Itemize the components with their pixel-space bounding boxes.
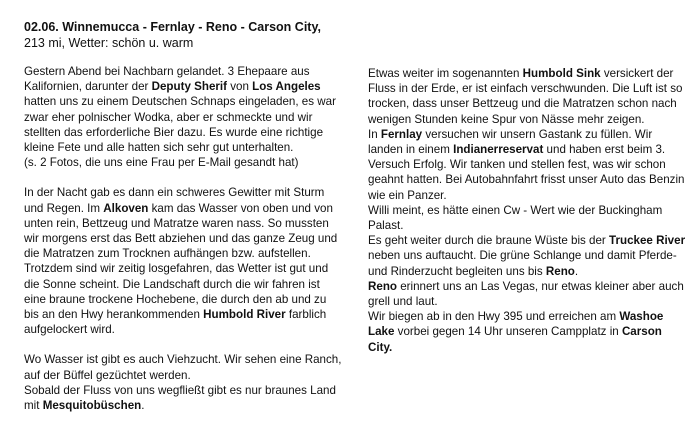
bold-place-name: Humbold Sink xyxy=(522,67,601,80)
paragraph xyxy=(368,203,686,233)
text-run: erinnert uns an Las Vegas, nur etwas kleiner aber auch grell und laut. xyxy=(368,279,684,309)
paragraph xyxy=(24,155,342,170)
text-run: hatten uns zu einem Deutschen Schnaps eingeladen, es war zwar eher polnischer Wodka, aber er schmeckte und wir stellten das erforderliche Bier dazu. Es wurde eine richtige kleine Fete und alle hatten sich sehr gut unterhalten. xyxy=(24,95,336,155)
bold-place-name: Fernlay xyxy=(380,127,423,141)
bold-place-name: Reno xyxy=(368,279,397,293)
bold-place-name: Deputy Sherif xyxy=(151,80,227,94)
text-run: und haben erst beim 3. Versuch Erfolg. Wir tanken und stellen fest, was wir schon geahnt hatten. Bei Autobahnfahrt frisst unser Auto das Benzin wie ein Panzer. xyxy=(368,143,685,202)
paragraph xyxy=(368,279,686,309)
text-run: Willi meint, es hätte einen Cw - Wert wie der Buckingham Palast. xyxy=(368,203,663,233)
bold-place-name: Carson City. xyxy=(368,325,662,354)
text-run: (s. 2 Fotos, die uns eine Frau per E-Mail gesandt hat) xyxy=(24,156,299,170)
bold-place-name: Indianerreservat xyxy=(453,143,544,157)
bold-place-name: Alkoven xyxy=(103,201,149,215)
bold-place-name: Humbold River xyxy=(203,308,286,322)
paragraph xyxy=(368,309,686,355)
text-run: vorbei gegen 14 Uhr unseren Campplatz in xyxy=(394,325,622,339)
paragraph-gap xyxy=(24,170,342,185)
paragraph xyxy=(24,383,342,413)
text-run: Gestern Abend bei Nachbarn gelandet. 3 Ehepaare aus Kalifornien, darunter der xyxy=(24,65,310,94)
bold-place-name: Truckee River xyxy=(609,234,686,248)
paragraph-gap xyxy=(24,337,342,352)
text-run: kam das Wasser von oben und von unten rein, Bettzeug und Matratze waren nass. So mussten wir morgens erst das Bett abziehen und das ganze Zeug und die Matratzen zum Trocknen aufhängen bzw. aufstellen. xyxy=(24,201,338,261)
paragraph xyxy=(24,64,342,155)
text-run: In der Nacht gab es dann ein schweres Gewitter mit Sturm und Regen. Im xyxy=(24,186,325,215)
text-run: In xyxy=(368,127,381,141)
entry-subtitle: 213 mi, Wetter: schön u. warm xyxy=(24,36,194,50)
text-run: Trotzdem sind wir zeitig losgefahren, das Wetter ist gut und die Sonne scheint. Die Landschaft durch die wir fahren ist eine braune trockene Hochebene, die durch den ab und zu bis an den Hwy herankommenden xyxy=(24,262,329,322)
text-run: Wo Wasser ist gibt es auch Viehzucht. Wir sehen eine Ranch, auf der Büffel gezüchtet werden. xyxy=(24,353,342,382)
paragraph xyxy=(368,127,686,203)
entry-title: 02.06. Winnemucca - Fernlay - Reno - Carson City, xyxy=(24,20,321,34)
left-column xyxy=(24,64,342,413)
text-run: Etwas weiter im sogenannten xyxy=(368,67,523,80)
entry-header xyxy=(24,19,321,51)
paragraph xyxy=(24,185,342,261)
text-run: Es geht weiter durch die braune Wüste bis der xyxy=(368,234,610,248)
bold-place-name: Mesquitobüschen xyxy=(42,399,142,413)
bold-place-name: Los Angeles xyxy=(252,80,321,94)
text-run: . xyxy=(141,399,145,413)
right-column xyxy=(368,66,686,355)
text-run: versickert der Fluss in der Erde, er ist einfach verschwunden. Die Luft ist so trocken, dass unser Bettzeug und die Matratzen schon nach wenigen Stunden keine Spur von Nässe mehr zeigen. xyxy=(368,67,683,126)
paragraph xyxy=(368,66,686,127)
text-run: Sobald der Fluss von uns wegfließt gibt es nur braunes Land mit xyxy=(24,383,336,413)
text-run: farblich aufgelockert wird. xyxy=(24,308,327,337)
text-run: . xyxy=(574,264,579,278)
bold-place-name: Reno xyxy=(545,264,575,278)
paragraph xyxy=(24,352,342,382)
bold-place-name: Washoe Lake xyxy=(368,310,664,339)
text-run: Wir biegen ab in den Hwy 395 und erreichen am xyxy=(368,310,620,324)
paragraph xyxy=(24,261,342,337)
text-run: neben uns auftaucht. Die grüne Schlange und damit Pferde- und Rinderzucht begleiten uns bis xyxy=(368,249,677,278)
text-run: von xyxy=(226,80,253,94)
text-run: versuchen wir unsern Gastank zu füllen. Wir landen in einem xyxy=(368,127,653,157)
paragraph xyxy=(368,233,686,279)
